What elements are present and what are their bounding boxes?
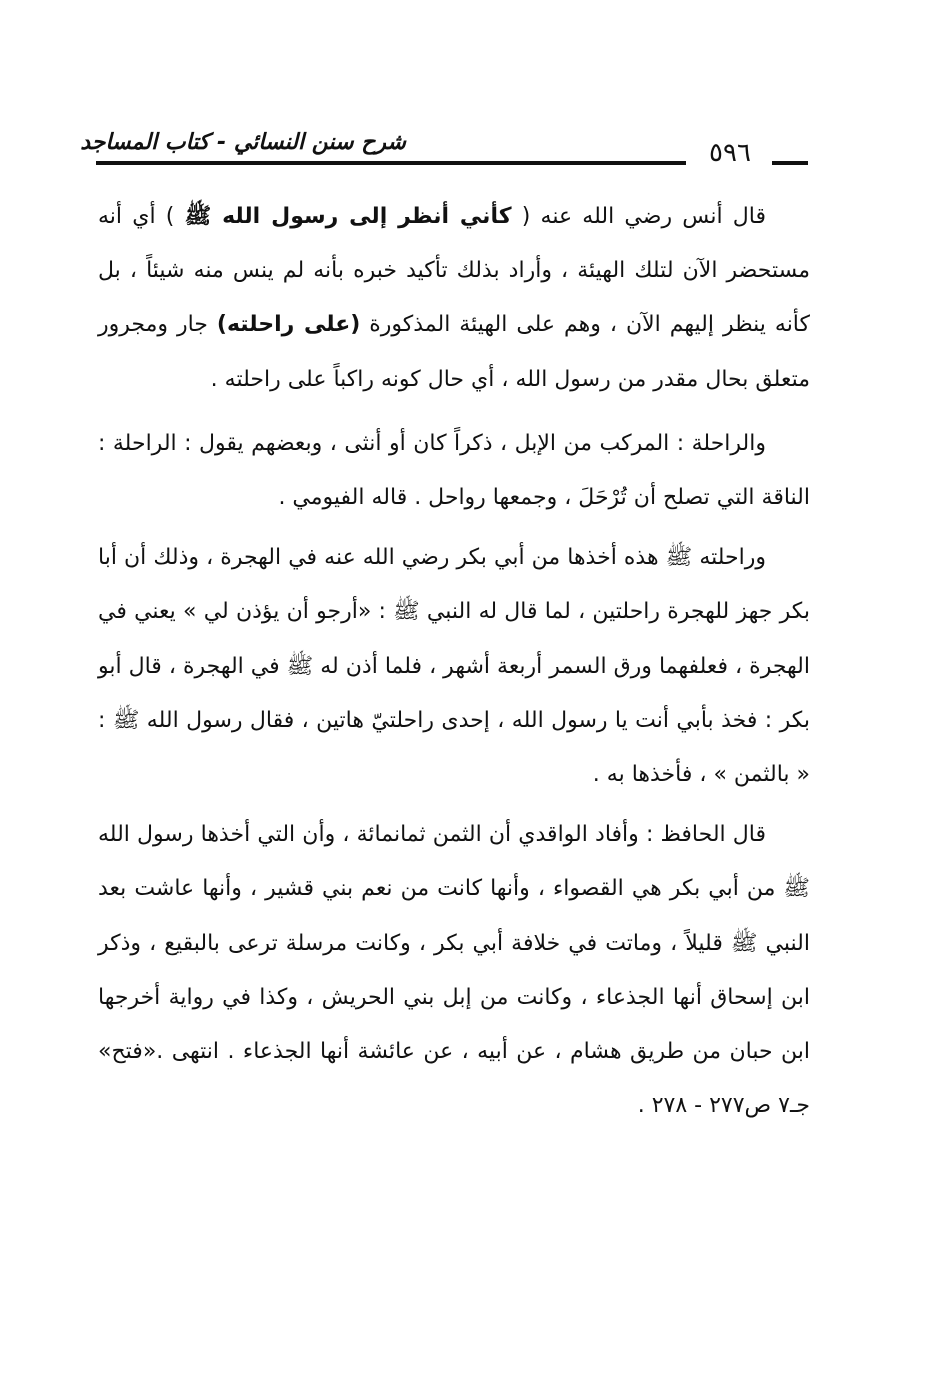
paragraph-2: [98, 417, 810, 525]
text-segment: قال أنس رضي الله عنه (: [511, 204, 766, 229]
bold-quote: كأني أنظر إلى رسول الله ﷺ: [184, 204, 512, 229]
body-text: [98, 190, 810, 1143]
page-number-dash: [772, 161, 808, 165]
text-segment: وراحلته ﷺ هذه أخذها من أبي بكر رضي الله عنه في الهجرة ، وذلك أن أبا بكر جهز للهجرة راحلتين ، لما قال له النبي ﷺ : «أرجو أن يؤذن لي » يعني في الهجرة ، فعلفهما ورق السمر أربعة أشهر ، فلما أذن له ﷺ في الهجرة ، قال أبو بكر : فخذ بأبي أنت يا رسول الله ، إحدى راحلتيّ هاتين ، فقال رسول الله ﷺ : « بالثمن » ، فأخذها به .: [98, 545, 810, 788]
paragraph-3: [98, 531, 810, 802]
text-segment: ) أي أنه مستحضر الآن لتلك الهيئة ، وأراد بذلك تأكيد خبره بأنه لم ينس منه شيئاً ، بل كأنه ينظر إليهم الآن ، وهم على الهيئة المذكورة: [98, 204, 810, 338]
text-segment: جار ومجرور متعلق بحال مقدر من رسول الله ، أي حال كونه راكباً على راحلته .: [98, 312, 810, 392]
header-rule: [96, 161, 686, 165]
paragraph-4: [98, 808, 810, 1133]
paragraph-1: [98, 190, 810, 407]
bold-quote: (على راحلته): [216, 312, 361, 338]
text-segment: والراحلة : المركب من الإبل ، ذكراً كان أو أنثى ، وبعضهم يقول : الراحلة : الناقة التي تصلح أن تُرْحَلَ ، وجمعها رواحل . قاله الفيومي .: [98, 430, 810, 511]
running-header-title: شرح سنن النسائي - كتاب المساجد: [80, 130, 406, 155]
text-segment: قال الحافظ : وأفاد الواقدي أن الثمن ثمانمائة ، وأن التي أخذها رسول الله ﷺ من أبي بكر هي القصواء ، وأنها كانت من نعم بني قشير ، وأنها عاشت بعد النبي ﷺ قليلاً ، وماتت في خلافة أبي بكر ، وكانت مرسلة ترعى بالبقيع ، وذكر ابن إسحاق أنها الجذعاء ، وكانت من إبل بني الحريش ، وكذا في رواية أخرجها ابن حبان من طريق هشام ، عن أبيه ، عن عائشة أنها الجذعاء . انتهى .«فتح» جـ٧ ص٢٧٧ - ٢٧٨ .: [98, 822, 810, 1119]
page-number: ٥٩٦: [709, 138, 751, 168]
